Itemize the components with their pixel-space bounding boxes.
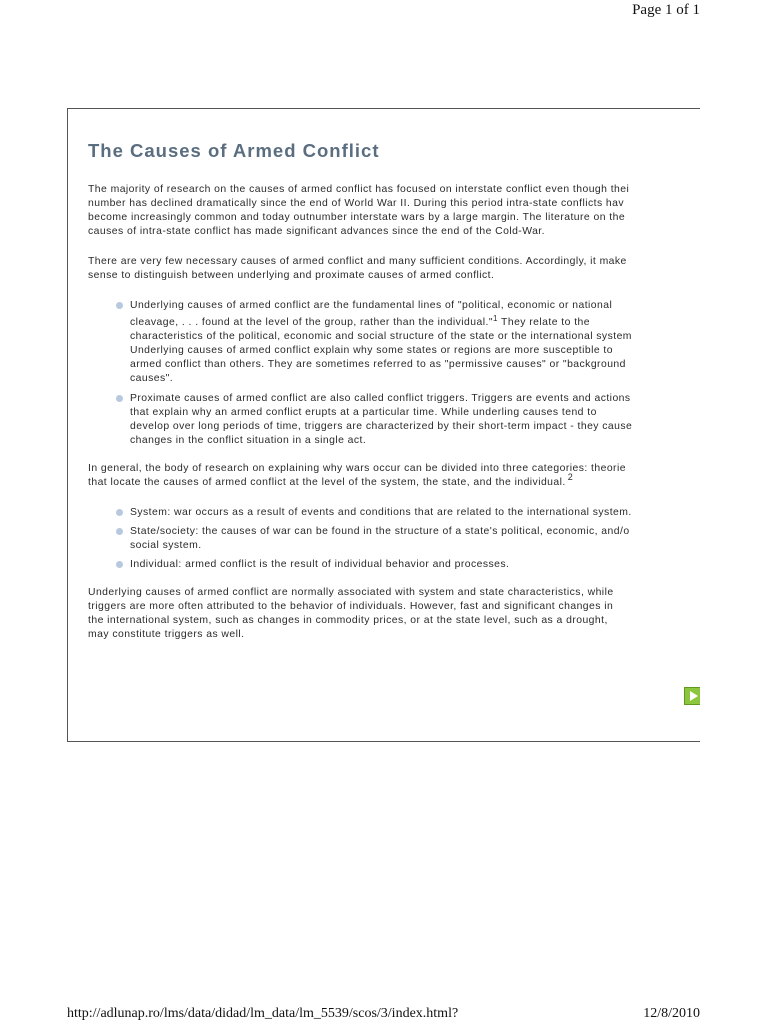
text-line: causes of intra-state conflict has made significant advances since the end of the Cold-War.: [88, 226, 545, 237]
text-line: triggers are more often attributed to the behavior of individuals. However, fast and significant changes in: [88, 601, 614, 612]
page-counter: Page 1 of 1: [632, 2, 700, 18]
text-line: become increasingly common and today outnumber interstate wars by a large margin. The literature on the: [88, 212, 626, 223]
text-line: may constitute triggers as well.: [88, 629, 245, 640]
text-line: changes in the conflict situation in a single act.: [130, 435, 367, 446]
text-fragment: cleavage, . . . found at the level of the group, rather than the individual.": [130, 317, 493, 328]
causes-list: [88, 299, 700, 448]
text-line: sense to distinguish between underlying and proximate causes of armed conflict.: [88, 270, 495, 281]
article: [88, 138, 700, 658]
next-page-button[interactable]: [684, 687, 700, 705]
levels-list: [88, 506, 700, 572]
paragraph-conclusion: [88, 586, 700, 642]
footnote-ref-2: 2: [567, 472, 574, 482]
paragraph-necessary-causes: [88, 255, 700, 283]
page-title: The Causes of Armed Conflict: [88, 140, 380, 161]
text-line: social system.: [130, 540, 202, 551]
text-line: Underlying causes of armed conflict are normally associated with system and state characteristics, while: [88, 587, 614, 598]
list-item-system: [116, 506, 700, 520]
text-line: [130, 316, 700, 330]
play-arrow-icon: [690, 691, 698, 701]
text-line: System: war occurs as a result of events and conditions that are related to the international system.: [130, 507, 632, 518]
list-item-underlying: [116, 299, 700, 386]
text-line: that explain why an armed conflict erupts at a particular time. While underling causes tend to: [130, 407, 597, 418]
paragraph-intro: [88, 183, 700, 239]
text-line: State/society: the causes of war can be found in the structure of a state's political, economic, and/o: [130, 526, 630, 537]
text-line: number has declined dramatically since the end of World War II. During this period intra-state conflicts hav: [88, 198, 625, 209]
text-line: In general, the body of research on explaining why wars occur can be divided into three categories: theorie: [88, 463, 626, 474]
text-fragment: They relate to the: [497, 317, 591, 328]
text-fragment: that locate the causes of armed conflict at the level of the system, the state, and the individual.: [88, 477, 566, 488]
text-line: There are very few necessary causes of armed conflict and many sufficient conditions. Accordingly, it make: [88, 256, 627, 267]
list-item-individual: [116, 558, 700, 572]
text-line: causes".: [130, 373, 174, 384]
text-line: Underlying causes of armed conflict explain why some states or regions are more susceptible to: [130, 345, 613, 356]
list-item-proximate: [116, 392, 700, 448]
text-line: Proximate causes of armed conflict are also called conflict triggers. Triggers are events and actions: [130, 393, 631, 404]
text-line: develop over long periods of time, triggers are characterized by their short-term impact - they cause: [130, 421, 633, 432]
text-line: characteristics of the political, economic and social structure of the state or the international system: [130, 331, 632, 342]
list-item-state-society: [116, 525, 700, 553]
content-frame: [67, 108, 700, 742]
text-line: Underlying causes of armed conflict are the fundamental lines of "political, economic or national: [130, 300, 613, 311]
footer-date: 12/8/2010: [643, 1006, 700, 1021]
footer-url: http://adlunap.ro/lms/data/didad/lm_data/lm_5539/scos/3/index.html?: [67, 1006, 459, 1021]
text-line: the international system, such as changes in commodity prices, or at the state level, such as a drought,: [88, 615, 608, 626]
paragraph-categories: [88, 462, 700, 490]
text-line: The majority of research on the causes of armed conflict has focused on interstate conflict even though thei: [88, 184, 630, 195]
text-line: [88, 472, 700, 490]
text-line: armed conflict than others. They are sometimes referred to as "permissive causes" or "background: [130, 359, 626, 370]
footnote-ref-1: 1: [492, 314, 498, 323]
text-line: Individual: armed conflict is the result of individual behavior and processes.: [130, 559, 510, 570]
